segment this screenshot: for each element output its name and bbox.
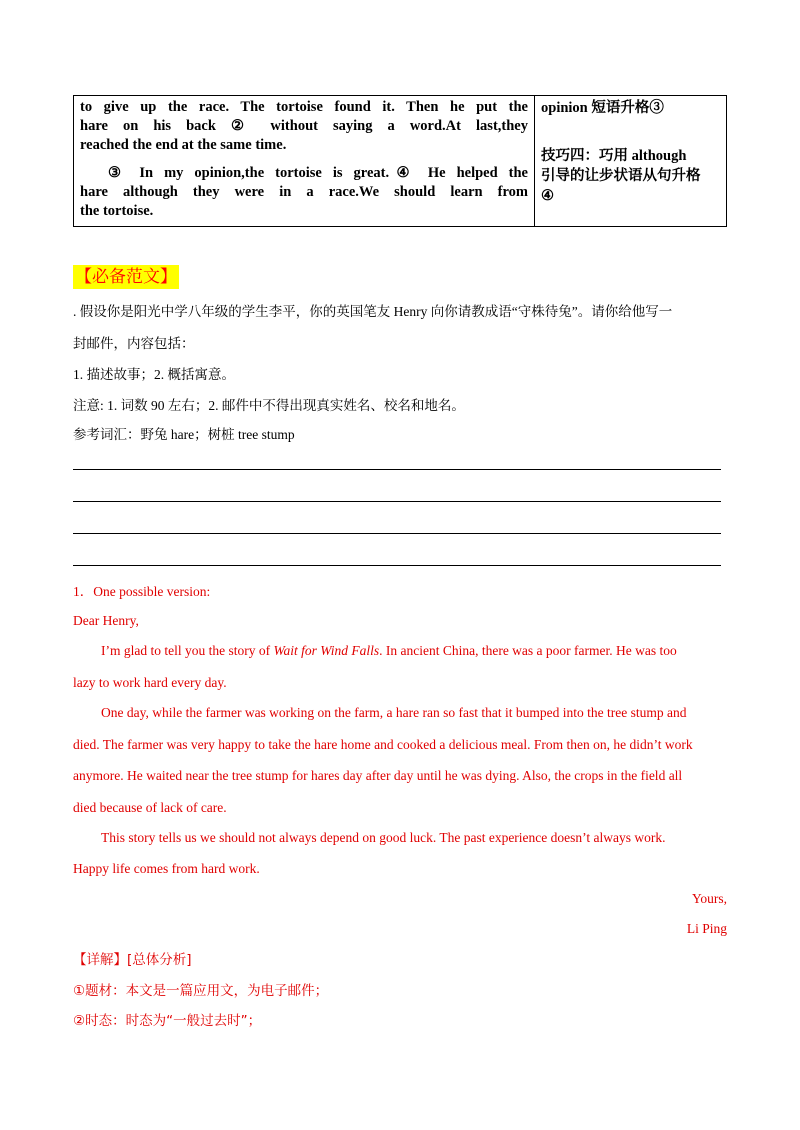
answer-line-4 [73, 565, 721, 566]
task-line-5: 参考词汇：野兔 hare；树桩 tree stump [73, 427, 295, 442]
left-line-3: reached the end at the same time. [80, 137, 287, 153]
signature: Li Ping [686, 921, 727, 936]
right-note-2-line-3: ④ [541, 188, 554, 204]
technique-table [73, 95, 727, 227]
story-title: Wait for Wind Falls [273, 643, 380, 658]
paragraph-1-line-1: I’m glad to tell you the story of Wait for Wind Falls. In ancient China, there was a poor farmer. He was too [101, 643, 677, 658]
task-line-1: . 假设你是阳光中学八年级的学生李平，你的英国笔友 Henry 向你请教成语“守株待兔”。请你给他写一 [73, 304, 673, 319]
closing: Yours, [691, 891, 727, 906]
table-right-cell [541, 98, 723, 206]
paragraph-3-line-1: This story tells us we should not always depend on good luck. The past experience doesn’t always work. [101, 830, 666, 845]
left-line-2: hare on his back ② without saying a word.At last,they [80, 118, 528, 134]
task-line-2: 封邮件，内容包括： [73, 336, 195, 351]
right-note-2-line-1: 技巧四：巧用 although [541, 148, 687, 164]
greeting: Dear Henry, [73, 613, 139, 628]
section-heading: 【必备范文】 [75, 267, 177, 287]
table-divider [534, 96, 535, 226]
right-note-1: opinion 短语升格③ [541, 100, 664, 116]
paragraph-2-line-4: died because of lack of care. [73, 800, 227, 815]
paragraph-1-line-2: lazy to work hard every day. [73, 675, 227, 690]
answer-label: 1．One possible version: [73, 584, 211, 599]
analysis-item-2: ②时态：时态为“一般过去时”； [73, 1013, 262, 1029]
answer-line-1 [73, 469, 721, 470]
answer-line-3 [73, 533, 721, 534]
task-line-4: 注意: 1. 词数 90 左右；2. 邮件中不得出现真实姓名、校名和地名。 [73, 398, 465, 413]
task-line-3: 1. 描述故事；2. 概括寓意。 [73, 367, 235, 382]
right-note-2-line-2: 引导的让步状语从句升格 [541, 168, 701, 184]
left-line-6: the tortoise. [80, 203, 154, 219]
left-line-1: to give up the race. The tortoise found it. Then he put the [80, 99, 528, 115]
table-left-cell [80, 98, 528, 221]
paragraph-2-line-2: died. The farmer was very happy to take the hare home and cooked a delicious meal. From then on, he didn’t work [73, 737, 693, 752]
left-line-4: ③ In my opinion,the tortoise is great.④ He helped the [108, 165, 528, 181]
answer-line-2 [73, 501, 721, 502]
paragraph-2-line-3: anymore. He waited near the tree stump for hares day after day until he was dying. Also, the crops in the field all [73, 768, 683, 783]
analysis-item-1: ①题材：本文是一篇应用文，为电子邮件； [73, 983, 329, 999]
paragraph-2-line-1: One day, while the farmer was working on the farm, a hare ran so fast that it bumped into the tree stump and [101, 705, 687, 720]
left-line-5: hare although they were in a race.We should learn from [80, 184, 528, 200]
paragraph-3-line-2: Happy life comes from hard work. [73, 861, 260, 876]
analysis-heading: 【详解】[总体分析] [73, 952, 192, 968]
